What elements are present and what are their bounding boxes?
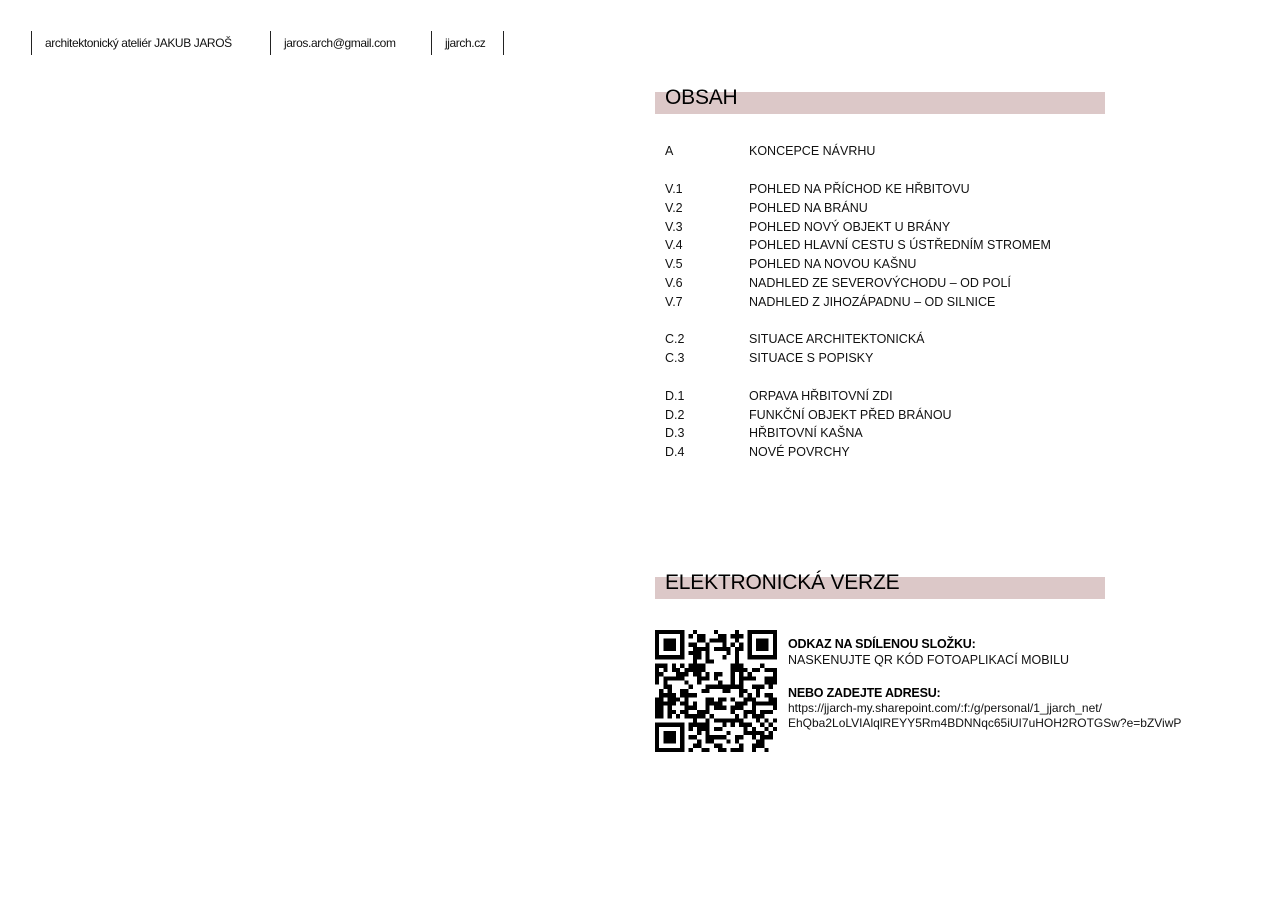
toc-title: FUNKČNÍ OBJEKT PŘED BRÁNOU	[749, 407, 952, 422]
toc-title: POHLED NA NOVOU KAŠNU	[749, 257, 917, 272]
header-divider	[503, 31, 504, 55]
qr-code-icon[interactable]	[655, 630, 777, 752]
toc-row[interactable]	[665, 236, 1185, 255]
electronic-version-heading	[655, 557, 1105, 599]
toc-code: V.2	[665, 200, 683, 215]
toc-title: SITUACE ARCHITEKTONICKÁ	[749, 332, 925, 347]
toc-row[interactable]	[665, 180, 1185, 199]
toc-row[interactable]	[665, 386, 1185, 405]
toc-code: V.5	[665, 257, 683, 272]
shared-folder-label: ODKAZ NA SDÍLENOU SLOŽKU:	[788, 637, 976, 651]
toc-code: C.2	[665, 332, 685, 347]
toc-heading	[655, 72, 1105, 114]
toc-row[interactable]	[665, 198, 1185, 217]
toc-title: POHLED NA PŘÍCHOD KE HŘBITOVU	[749, 181, 970, 196]
toc-title: ORPAVA HŘBITOVNÍ ZDI	[749, 388, 893, 403]
toc-title: HŘBITOVNÍ KAŠNA	[749, 426, 863, 441]
toc-code: D.4	[665, 445, 685, 460]
electronic-version-heading-text: ELEKTRONICKÁ VERZE	[665, 571, 900, 594]
toc-code: D.1	[665, 388, 685, 403]
toc-row[interactable]	[665, 330, 1185, 349]
toc-row[interactable]	[665, 424, 1185, 443]
toc-code: V.3	[665, 219, 683, 234]
toc-code: D.2	[665, 407, 685, 422]
toc-code: V.4	[665, 238, 683, 253]
toc-title: NADHLED Z JIHOZÁPADNU – OD SILNICE	[749, 294, 996, 309]
toc-title: NADHLED ZE SEVEROVÝCHODU – OD POLÍ	[749, 275, 1011, 290]
toc-code: C.3	[665, 351, 685, 366]
toc-group	[665, 180, 1185, 312]
toc-group	[665, 386, 1185, 461]
toc-group	[665, 330, 1185, 368]
table-of-contents	[665, 142, 1185, 480]
studio-name: architektonický ateliér JAKUB JAROŠ	[31, 31, 270, 55]
toc-row[interactable]	[665, 274, 1185, 293]
toc-title: NOVÉ POVRCHY	[749, 445, 850, 460]
toc-code: D.3	[665, 426, 685, 441]
toc-title: POHLED NA BRÁNU	[749, 200, 868, 215]
toc-group	[665, 142, 1185, 161]
document-header	[31, 31, 504, 55]
scan-instruction: NASKENUJTE QR KÓD FOTOAPLIKACÍ MOBILU	[788, 653, 1070, 667]
website-link[interactable]: jjarch.cz	[431, 31, 503, 55]
toc-code: V.7	[665, 294, 683, 309]
toc-code: V.6	[665, 275, 683, 290]
toc-row[interactable]	[665, 255, 1185, 274]
contact-email[interactable]: jaros.arch@gmail.com	[270, 31, 431, 55]
toc-title: POHLED NOVÝ OBJEKT U BRÁNY	[749, 219, 951, 234]
toc-code: A	[665, 144, 674, 159]
shared-folder-info	[788, 636, 1268, 731]
toc-title: SITUACE S POPISKY	[749, 351, 874, 366]
toc-row[interactable]	[665, 292, 1185, 311]
address-label: NEBO ZADEJTE ADRESU:	[788, 686, 941, 700]
toc-row[interactable]	[665, 349, 1185, 368]
toc-row[interactable]	[665, 405, 1185, 424]
toc-heading-text: OBSAH	[665, 86, 738, 109]
toc-code: V.1	[665, 181, 683, 196]
toc-title: POHLED HLAVNÍ CESTU S ÚSTŘEDNÍM STROMEM	[749, 238, 1051, 253]
toc-row[interactable]	[665, 142, 1185, 161]
toc-title: KONCEPCE NÁVRHU	[749, 144, 876, 159]
share-url-line-1[interactable]: https://jjarch-my.sharepoint.com/:f:/g/personal/1_jjarch_net/	[788, 701, 1102, 715]
share-url-line-2[interactable]: EhQba2LoLVIAlqlREYY5Rm4BDNNqc65iUI7uHOH2ROTGSw?e=bZViwP	[788, 716, 1182, 730]
toc-row[interactable]	[665, 443, 1185, 462]
toc-row[interactable]	[665, 217, 1185, 236]
